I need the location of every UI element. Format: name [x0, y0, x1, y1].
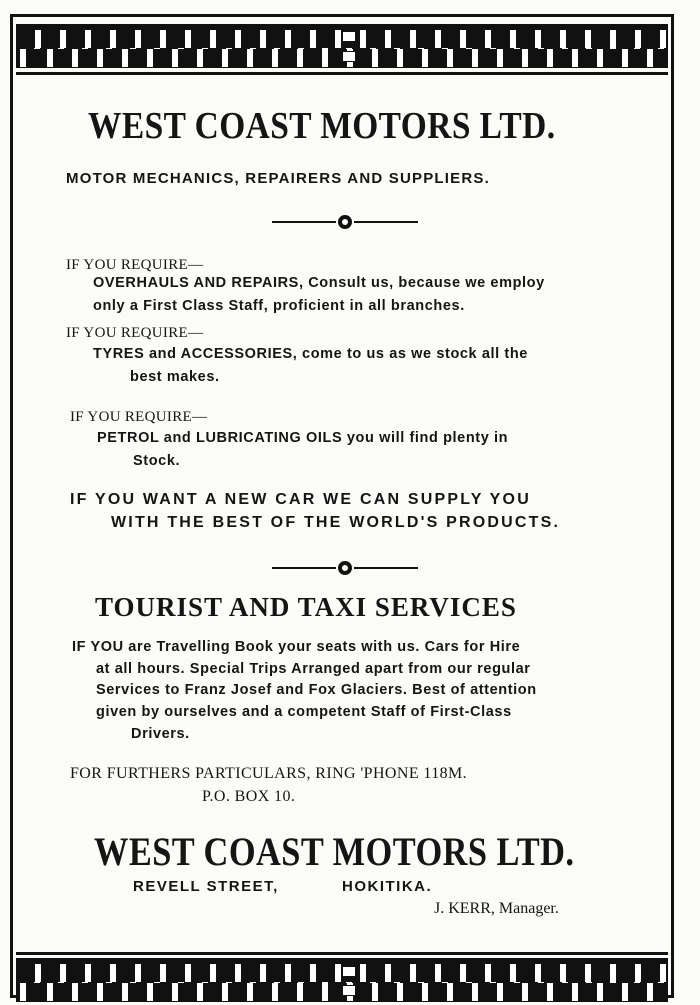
company-name-footer: WEST COAST MOTORS LTD.	[94, 829, 575, 874]
po-box: P.O. BOX 10.	[202, 788, 296, 805]
new-car-line: WITH THE BEST OF THE WORLD'S PRODUCTS.	[111, 514, 561, 531]
contact-line: FOR FURTHERS PARTICULARS, RING 'PHONE 118M.	[70, 765, 468, 782]
section-text: PETROL and LUBRICATING OILS you will find plenty in	[97, 430, 509, 446]
section-heading: IF YOU REQUIRE—	[66, 325, 204, 341]
section-heading: IF YOU REQUIRE—	[66, 257, 204, 273]
ornamental-divider	[272, 561, 418, 575]
tourist-text: Drivers.	[131, 726, 190, 742]
town: HOKITIKA.	[342, 878, 433, 895]
section-text: TYRES and ACCESSORIES, come to us as we stock all the	[93, 346, 528, 362]
section-text: Stock.	[133, 453, 181, 469]
section-heading: IF YOU REQUIRE—	[70, 409, 208, 425]
bottom-checkered-border	[16, 958, 668, 1002]
bottom-rule	[16, 952, 668, 955]
street-address: REVELL STREET,	[133, 878, 279, 895]
new-car-line: IF YOU WANT A NEW CAR WE CAN SUPPLY YOU	[70, 491, 531, 508]
tourist-text: at all hours. Special Trips Arranged apart from our regular	[96, 661, 531, 677]
section-text: only a First Class Staff, proficient in all branches.	[93, 298, 465, 314]
manager-signoff: J. KERR, Manager.	[434, 900, 559, 917]
tourist-text: IF YOU are Travelling Book your seats with us. Cars for Hire	[72, 639, 521, 655]
ornamental-divider	[272, 215, 418, 229]
company-name-heading: WEST COAST MOTORS LTD.	[88, 105, 556, 147]
tourist-text: given by ourselves and a competent Staff of First-Class	[96, 704, 512, 720]
section-text: best makes.	[130, 369, 220, 385]
tagline: MOTOR MECHANICS, REPAIRERS AND SUPPLIERS.	[66, 170, 490, 187]
tourist-heading: TOURIST AND TAXI SERVICES	[95, 592, 517, 622]
tourist-text: Services to Franz Josef and Fox Glaciers. Best of attention	[96, 682, 537, 698]
top-checkered-border	[16, 24, 668, 68]
section-text: OVERHAULS AND REPAIRS, Consult us, because we employ	[93, 275, 545, 291]
top-rule	[16, 72, 668, 75]
